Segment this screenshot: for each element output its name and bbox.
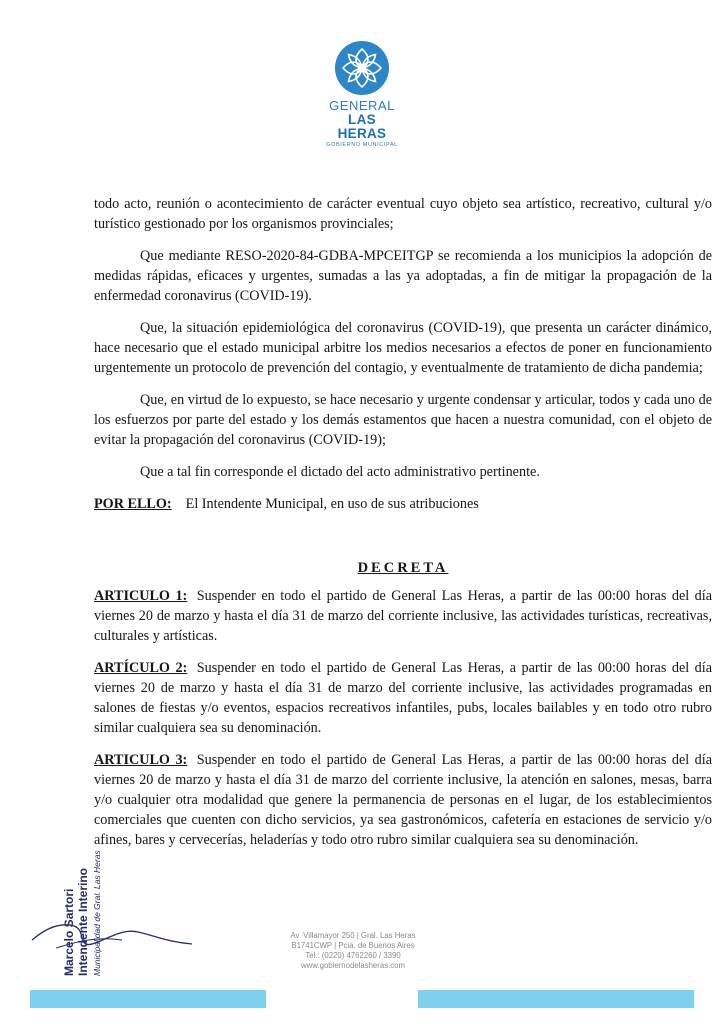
por-ello — [94, 494, 712, 514]
article-2 — [94, 658, 712, 738]
logo-text-las-heras: LAS HERAS — [337, 112, 387, 141]
articles-list — [94, 586, 712, 862]
logo-text-general: GENERAL — [329, 98, 395, 113]
article-1-text: Suspender en todo el partido de General Las Heras, a partir de las 00:00 horas del día viernes 20 de marzo y hasta el día 31 de marzo del corriente inclusive, las actividades turísticas, recreativas, culturales y artísticas. — [94, 588, 713, 644]
footer-bar-right — [418, 990, 694, 1008]
footer-web: www.gobiernodelasheras.com — [300, 961, 405, 970]
por-ello-text: El Intendente Municipal, en uso de sus atribuciones — [185, 496, 479, 512]
por-ello-label: POR ELLO: — [94, 496, 172, 512]
stamp-role: Intendente Interino — [76, 868, 90, 976]
decreta-heading: DECRETA — [357, 560, 449, 576]
municipal-logo — [324, 40, 400, 149]
footer-contact — [268, 931, 438, 971]
paragraph-5: Que a tal fin corresponde el dictado del acto administrativo pertinente. — [140, 464, 540, 480]
document-body — [94, 194, 713, 848]
article-2-text: Suspender en todo el partido de General Las Heras, a partir de las 00:00 horas del día viernes 20 de marzo y hasta el día 31 de marzo del corriente inclusive, las actividades programadas en salones de fiestas y/o eventos, espacios recreativos infantiles, pubs, locales bailables y en todo otro rubro similar cualquiera sea su denominación. — [94, 660, 713, 736]
article-1-label: ARTICULO 1: — [94, 588, 188, 604]
footer-phone: Tel.: (0220) 4762260 / 3390 — [305, 951, 401, 960]
article-2-label: ARTÍCULO 2: — [94, 660, 188, 676]
official-stamp — [62, 850, 104, 976]
paragraph-4: Que, en virtud de lo expuesto, se hace necesario y urgente condensar y articular, todos y cada uno de los esfuerzos por parte del estado y los demás estamentos que hacen a nuestra comunidad, con el objeto de evitar la propagación del coronavirus (COVID-19); — [94, 392, 712, 448]
article-3 — [94, 750, 712, 850]
article-3-label: ARTICULO 3: — [94, 752, 188, 768]
stamp-name: Marcelo Sartori — [62, 888, 76, 976]
paragraph-3: Que, la situación epidemiológica del coronavirus (COVID-19), que presenta un carácter dinámico, hace necesario que el estado municipal arbitre los medios necesarios a efectos de poner en funcionamiento urgentemente un protocolo de prevención del contagio, y eventualmente de tratamiento de dicha pandemia; — [94, 320, 712, 376]
stamp-org: Municipalidad de Gral. Las Heras — [92, 850, 102, 976]
footer-address: Av. Villamayor 250 | Gral. Las Heras — [290, 931, 416, 940]
footer-bar-left — [30, 990, 266, 1008]
paragraph-2: Que mediante RESO-2020-84-GDBA-MPCEITGP se recomienda a los municipios la adopción de medidas rápidas, eficaces y urgentes, sumadas a las ya adoptadas, a fin de mitigar la propagación de la enfermedad coronavirus (COVID-19). — [94, 248, 712, 304]
article-3-text: Suspender en todo el partido de General Las Heras, a partir de las 00:00 horas del día viernes 20 de marzo y hasta el día 31 de marzo del corriente inclusive, la atención en salones, mesas, barra y/o cualquier otra modalidad que genere la permanencia de personas en el lugar, de los establecimientos comerciales que cuenten con dicho servicios, ya sea gastronómicos, cafetería en estaciones de servicio y/o afines, bares y cervecerías, heladerías y todo otro rubro similar cualquiera sea su denominación. — [94, 752, 713, 848]
logo-emblem-icon — [334, 40, 390, 96]
footer-postal: B1741CWP | Pcia. de Buenos Aires — [291, 941, 415, 950]
logo-text-gobierno: GOBIERNO MUNICIPAL — [326, 142, 398, 148]
handwritten-signature-icon — [26, 870, 196, 980]
article-1 — [94, 586, 712, 646]
paragraph-1: todo acto, reunión o acontecimiento de carácter eventual cuyo objeto sea artístico, recreativo, cultural y/o turístico gestionado por los organismos provinciales; — [94, 196, 712, 232]
